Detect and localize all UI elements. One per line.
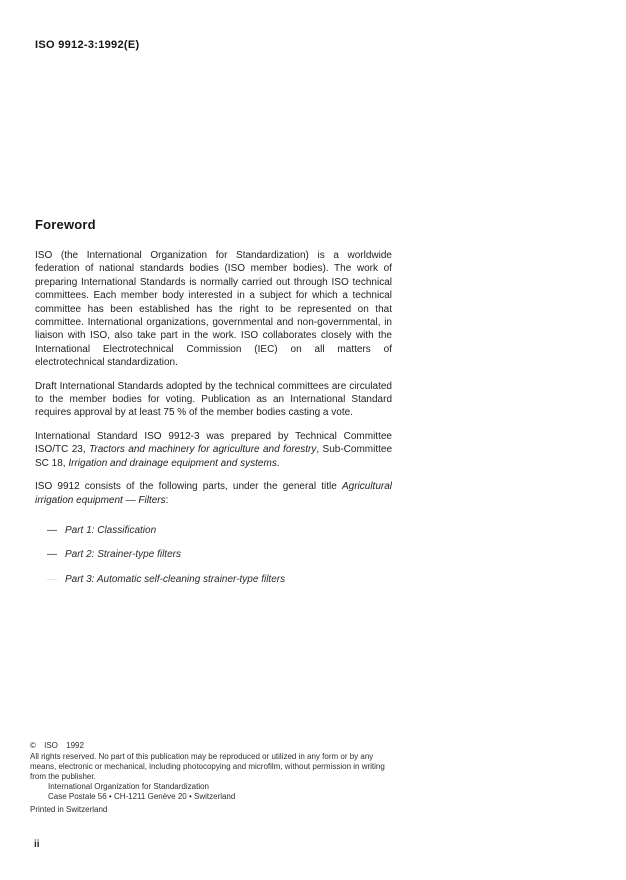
- parts-list: [35, 524, 392, 586]
- page-number: ii: [34, 839, 40, 850]
- foreword-section: [35, 217, 392, 597]
- text-segment: ISO 9912 consists of the following parts, under the general title: [35, 481, 342, 493]
- document-reference-header: ISO 9912-3:1992(E): [35, 39, 140, 51]
- foreword-paragraph-1: ISO (the International Organization for Standardization) is a worldwide federation of national standards bodies (ISO member bodies). The work of preparing International Standards is normally carried out through ISO technical committees. Each member body interested in a subject for which a technical committee has been established has the right to be represented on that committee. International organizations, governmental and non-governmental, in liaison with ISO, also take part in the work. ISO collaborates closely with the International Electrotechnical Commission (IEC) on all matters of electrotechnical standardization.: [35, 250, 392, 369]
- foreword-paragraph-3: [35, 430, 392, 470]
- italic-text-segment: Agricultural irrigation equipment — Filters: [35, 481, 392, 506]
- list-item: [35, 573, 392, 586]
- list-item-dash: —: [47, 524, 57, 536]
- italic-text-segment: Tractors and machinery for agriculture and forestry: [89, 444, 317, 456]
- copyright-block: [30, 741, 386, 815]
- text-segment: :: [165, 494, 169, 506]
- text-segment: .: [276, 457, 280, 469]
- list-item-dash: —: [47, 549, 57, 561]
- publisher-address: [30, 782, 386, 802]
- printed-in-line: Printed in Switzerland: [30, 805, 108, 814]
- foreword-paragraph-2: Draft International Standards adopted by the technical committees are circulated to the member bodies for voting. Publication as an International Standard requires approval by at least 75 % of the member bodies casting a vote.: [35, 380, 392, 419]
- list-item-label: Part 1: Classification: [65, 524, 157, 536]
- list-item: [35, 524, 392, 537]
- list-item-dash: —: [47, 573, 57, 585]
- list-item-label: Part 2: Strainer-type filters: [65, 549, 181, 561]
- rights-statement: All rights reserved. No part of this publication may be reproduced or utilized in any form or by any means, electronic or mechanical, including photocopying and microfilm, without permission in writing from the publisher.: [30, 752, 385, 781]
- publisher-name: International Organization for Standardization: [48, 782, 209, 791]
- foreword-paragraph-4: [35, 480, 392, 507]
- list-item: [35, 548, 392, 561]
- foreword-heading: Foreword: [35, 217, 96, 232]
- text-segment: , Sub-Committee SC 18,: [35, 444, 393, 469]
- publisher-location: Case Postale 56 • CH-1211 Genève 20 • Switzerland: [48, 792, 236, 801]
- list-item-label: Part 3: Automatic self-cleaning strainer-type filters: [65, 573, 286, 585]
- text-segment: International Standard ISO 9912-3 was prepared by Technical Committee ISO/TC 23,: [35, 430, 392, 456]
- copyright-notice: © ISO 1992: [30, 741, 84, 750]
- italic-text-segment: Irrigation and drainage equipment and systems: [68, 457, 277, 469]
